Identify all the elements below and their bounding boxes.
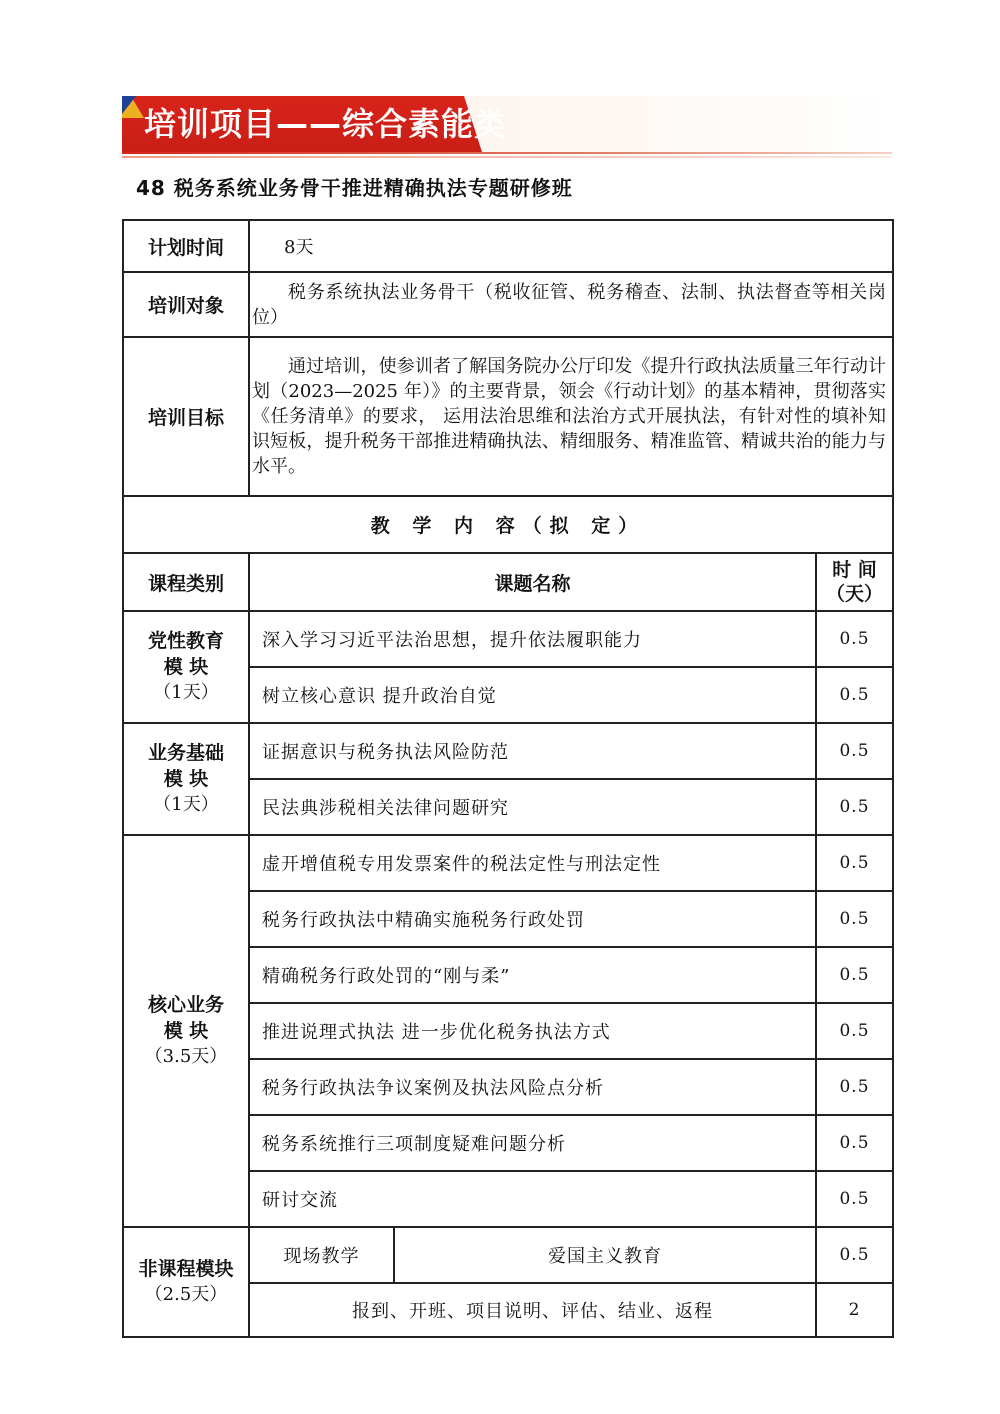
noncourse-module-name: 非课程模块 [138, 1258, 234, 1280]
table-row [123, 611, 893, 667]
course-time: 0.5 [816, 611, 893, 667]
section-title: 教 学 内 容（拟 定） [123, 496, 893, 553]
header-time-line1: 时 间 [832, 559, 877, 581]
site-teaching-time: 0.5 [816, 1227, 893, 1283]
table-row [123, 835, 893, 891]
module-name: 党性教育 [147, 630, 224, 652]
module-name-suffix: 模 块 [163, 1020, 209, 1042]
module-name-suffix: 模 块 [163, 656, 209, 678]
header-course: 课题名称 [249, 553, 816, 611]
course-name: 民法典涉税相关法律问题研究 [249, 779, 816, 835]
program-table [122, 219, 894, 1338]
banner-underline [122, 152, 892, 154]
program-title: 48 税务系统业务骨干推进精确执法专题研修班 [136, 176, 573, 200]
course-name: 税务系统推行三项制度疑难问题分析 [249, 1115, 816, 1171]
banner-title: 培训项目——综合素能类 [144, 105, 508, 143]
course-time: 0.5 [816, 779, 893, 835]
course-name: 税务行政执法中精确实施税务行政处罚 [249, 891, 816, 947]
course-name: 精确税务行政处罚的“刚与柔” [249, 947, 816, 1003]
section-title-row [123, 496, 893, 553]
module-days: （1天） [153, 682, 219, 703]
course-time: 0.5 [816, 891, 893, 947]
noncourse-module-days: （2.5天） [144, 1284, 228, 1305]
target-value: 税务系统执法业务骨干（税收征管、税务稽查、法制、执法督查等相关岗位） [249, 272, 893, 337]
course-time: 0.5 [816, 835, 893, 891]
goal-label: 培训目标 [123, 337, 249, 496]
module-name: 核心业务 [147, 994, 224, 1016]
header-time-line2: （天） [826, 583, 884, 605]
banner-underline-secondary [122, 156, 892, 158]
module-cell [123, 835, 249, 1227]
course-name: 推进说理式执法 进一步优化税务执法方式 [249, 1003, 816, 1059]
table-row [123, 1227, 893, 1283]
goal-value: 通过培训，使参训者了解国务院办公厅印发《提升行政执法质量三年行动计划（2023—2025 年）》的主要背景，领会《行动计划》的基本精神，贯彻落实《任务清单》的要求， 运用法治思维和法治方式开展执法，有针对性的填补知识短板，提升税务干部推进精确执法、精细服务、精准监管、精诚共治的能力与水平。 [249, 337, 893, 496]
course-name: 税务行政执法争议案例及执法风险点分析 [249, 1059, 816, 1115]
table-row [123, 723, 893, 779]
course-time: 0.5 [816, 947, 893, 1003]
course-time: 0.5 [816, 1059, 893, 1115]
module-cell [123, 723, 249, 835]
course-time: 0.5 [816, 667, 893, 723]
course-time: 0.5 [816, 1003, 893, 1059]
module-name-suffix: 模 块 [163, 768, 209, 790]
site-teaching-label: 现场教学 [249, 1227, 394, 1283]
course-name: 树立核心意识 提升政治自觉 [249, 667, 816, 723]
table-header-row [123, 553, 893, 611]
course-time: 0.5 [816, 1115, 893, 1171]
admin-course: 报到、开班、项目说明、评估、结业、返程 [249, 1283, 816, 1337]
plan-time-row [123, 220, 893, 272]
module-days: （1天） [153, 794, 219, 815]
noncourse-module-cell [123, 1227, 249, 1337]
header-category: 课程类别 [123, 553, 249, 611]
course-name: 虚开增值税专用发票案件的税法定性与刑法定性 [249, 835, 816, 891]
module-cell [123, 611, 249, 723]
admin-time: 2 [816, 1283, 893, 1337]
plan-time-label: 计划时间 [123, 220, 249, 272]
module-name: 业务基础 [147, 742, 224, 764]
course-time: 0.5 [816, 723, 893, 779]
course-name: 证据意识与税务执法风险防范 [249, 723, 816, 779]
course-time: 0.5 [816, 1171, 893, 1227]
section-banner [122, 96, 892, 158]
target-row [123, 272, 893, 337]
site-teaching-course: 爱国主义教育 [394, 1227, 816, 1283]
course-name: 深入学习习近平法治思想，提升依法履职能力 [249, 611, 816, 667]
plan-time-value: 8天 [249, 220, 893, 272]
target-label: 培训对象 [123, 272, 249, 337]
module-days: （3.5天） [144, 1046, 228, 1067]
course-name: 研讨交流 [249, 1171, 816, 1227]
goal-row [123, 337, 893, 496]
header-time [816, 553, 893, 611]
